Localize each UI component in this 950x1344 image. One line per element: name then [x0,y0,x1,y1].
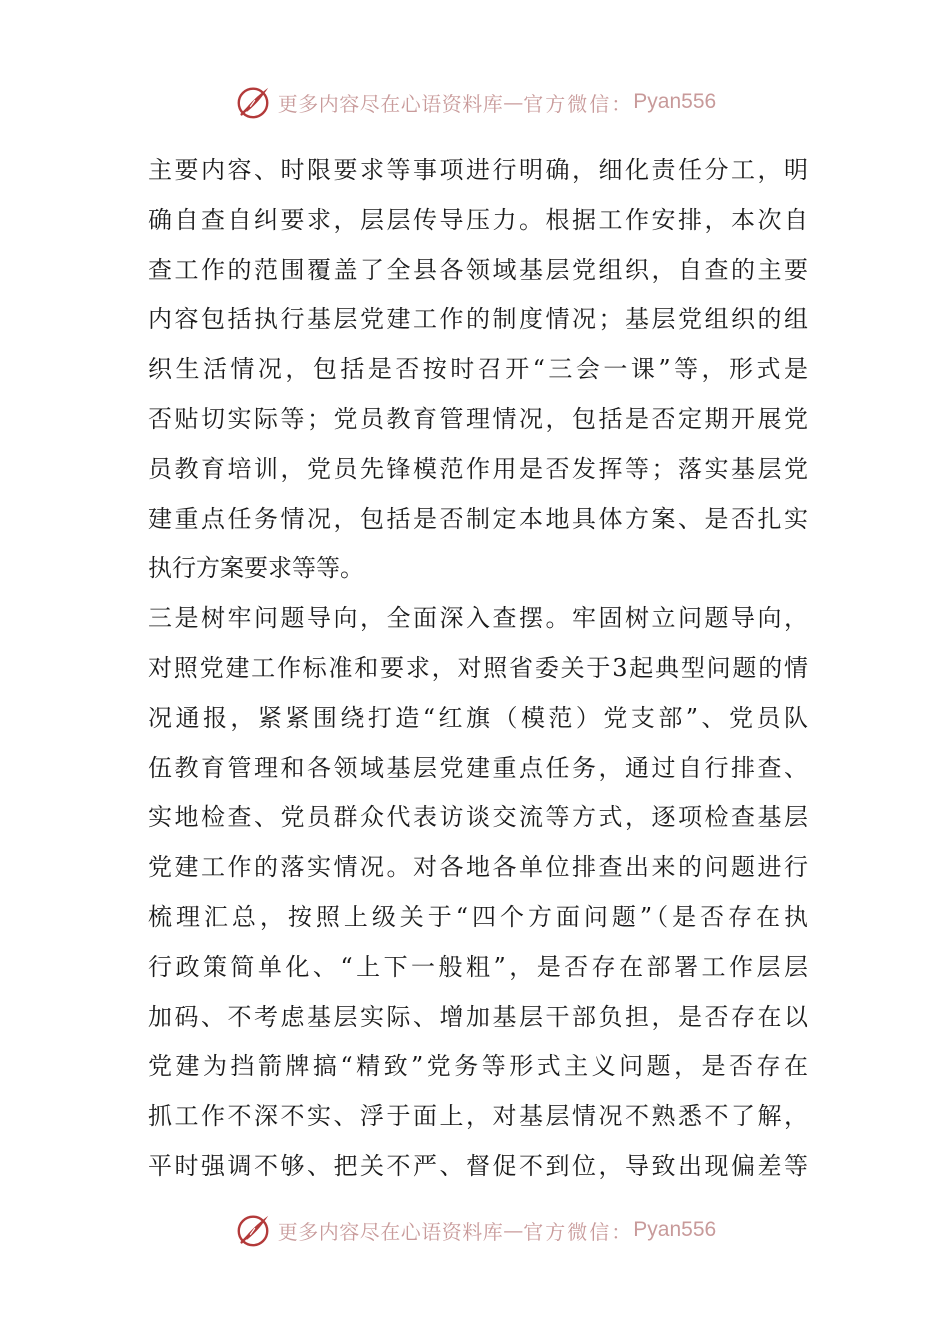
body-line: 况通报，紧紧围绕打造“红旗（模范）党支部”、党员队 [148,703,808,732]
document-body [148,146,808,1192]
body-line: 对照党建工作标准和要求，对照省委关于3起典型问题的情 [148,653,808,682]
footer-separator: — [503,1218,524,1242]
body-line: 平时强调不够、把关不严、督促不到位，导致出现偏差等 [148,1151,808,1180]
header-banner [0,80,950,124]
quill-logo-icon [234,83,272,121]
body-line: 主要内容、时限要求等事项进行明确，细化责任分工，明 [148,156,808,184]
body-line: 织生活情况，包括是否按时召开“三会一课”等，形式是 [148,355,808,384]
footer-wechat-label: 官方微信： [523,1219,634,1244]
body-line: 党建为挡箭牌搞“精致”党务等形式主义问题，是否存在 [148,1052,808,1081]
body-line: 抓工作不深不实、浮于面上，对基层情况不熟悉不了解， [148,1102,808,1131]
body-line: 加码、不考虑基层实际、增加基层干部负担，是否存在以 [148,1002,808,1031]
header-separator: — [503,90,524,114]
body-line: 实地检查、党员群众代表访谈交流等方式，逐项检查基层 [148,803,808,832]
body-line: 伍教育管理和各领域基层党建重点任务，通过自行排查、 [148,753,808,782]
footer-banner [0,1208,950,1252]
footer-wechat-id: Pyan556 [633,1218,717,1241]
body-line: 建重点任务情况，包括是否制定本地具体方案、是否扎实 [148,504,808,533]
quill-logo-icon [234,1211,272,1249]
body-line: 梳理汇总，按照上级关于“四个方面问题”（是否存在执 [148,902,808,931]
body-line: 党建工作的落实情况。对各地各单位排查出来的问题进行 [148,853,808,882]
header-wechat-id: Pyan556 [633,90,717,113]
footer-site-text: 更多内容尽在心语资料库 [277,1219,504,1244]
body-line: 内容包括执行基层党建工作的制度情况；基层党组织的组 [148,305,808,334]
body-line: 执行方案要求等等。 [148,554,364,583]
body-line: 员教育培训，党员先锋模范作用是否发挥等；落实基层党 [148,454,808,483]
header-wechat-label: 官方微信： [523,91,634,116]
body-line: 行政策简单化、“上下一般粗”，是否存在部署工作层层 [148,952,808,981]
body-line: 三是树牢问题导向，全面深入查摆。牢固树立问题导向， [148,604,808,633]
body-line: 查工作的范围覆盖了全县各领域基层党组织，自查的主要 [148,255,808,284]
body-line: 否贴切实际等；党员教育管理情况，包括是否定期开展党 [148,404,808,433]
header-site-text: 更多内容尽在心语资料库 [277,91,504,116]
body-line: 确自查自纠要求，层层传导压力。根据工作安排，本次自 [148,205,808,234]
